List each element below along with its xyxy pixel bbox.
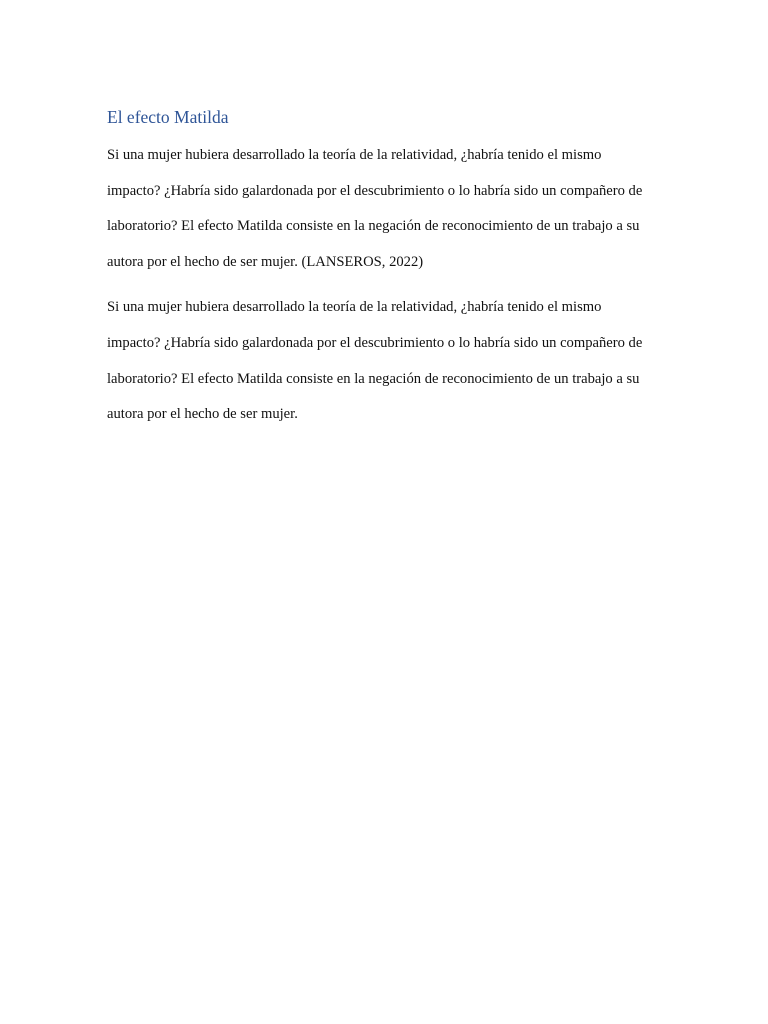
paragraph-line: impacto? ¿Habría sido galardonada por el descubrimiento o lo habría sido un compañero de bbox=[107, 182, 643, 199]
document-body bbox=[107, 104, 667, 443]
paragraph-line: laboratorio? El efecto Matilda consiste en la negación de reconocimiento de un trabajo a su bbox=[107, 370, 640, 387]
paragraph-line: autora por el hecho de ser mujer. (LANSEROS, 2022) bbox=[107, 253, 424, 270]
paragraph-line: Si una mujer hubiera desarrollado la teoría de la relatividad, ¿habría tenido el mismo bbox=[107, 299, 602, 316]
paragraph-line: autora por el hecho de ser mujer. bbox=[107, 406, 298, 423]
paragraph-line: Si una mujer hubiera desarrollado la teoría de la relatividad, ¿habría tenido el mismo bbox=[107, 147, 602, 163]
paragraph-line: laboratorio? El efecto Matilda consiste en la negación de reconocimiento de un trabajo a su bbox=[107, 218, 640, 235]
paragraph-line: impacto? ¿Habría sido galardonada por el descubrimiento o lo habría sido un compañero de bbox=[107, 334, 643, 351]
paragraph-1 bbox=[107, 138, 667, 280]
paragraph-2 bbox=[107, 290, 667, 432]
document-heading: El efecto Matilda bbox=[107, 107, 229, 127]
